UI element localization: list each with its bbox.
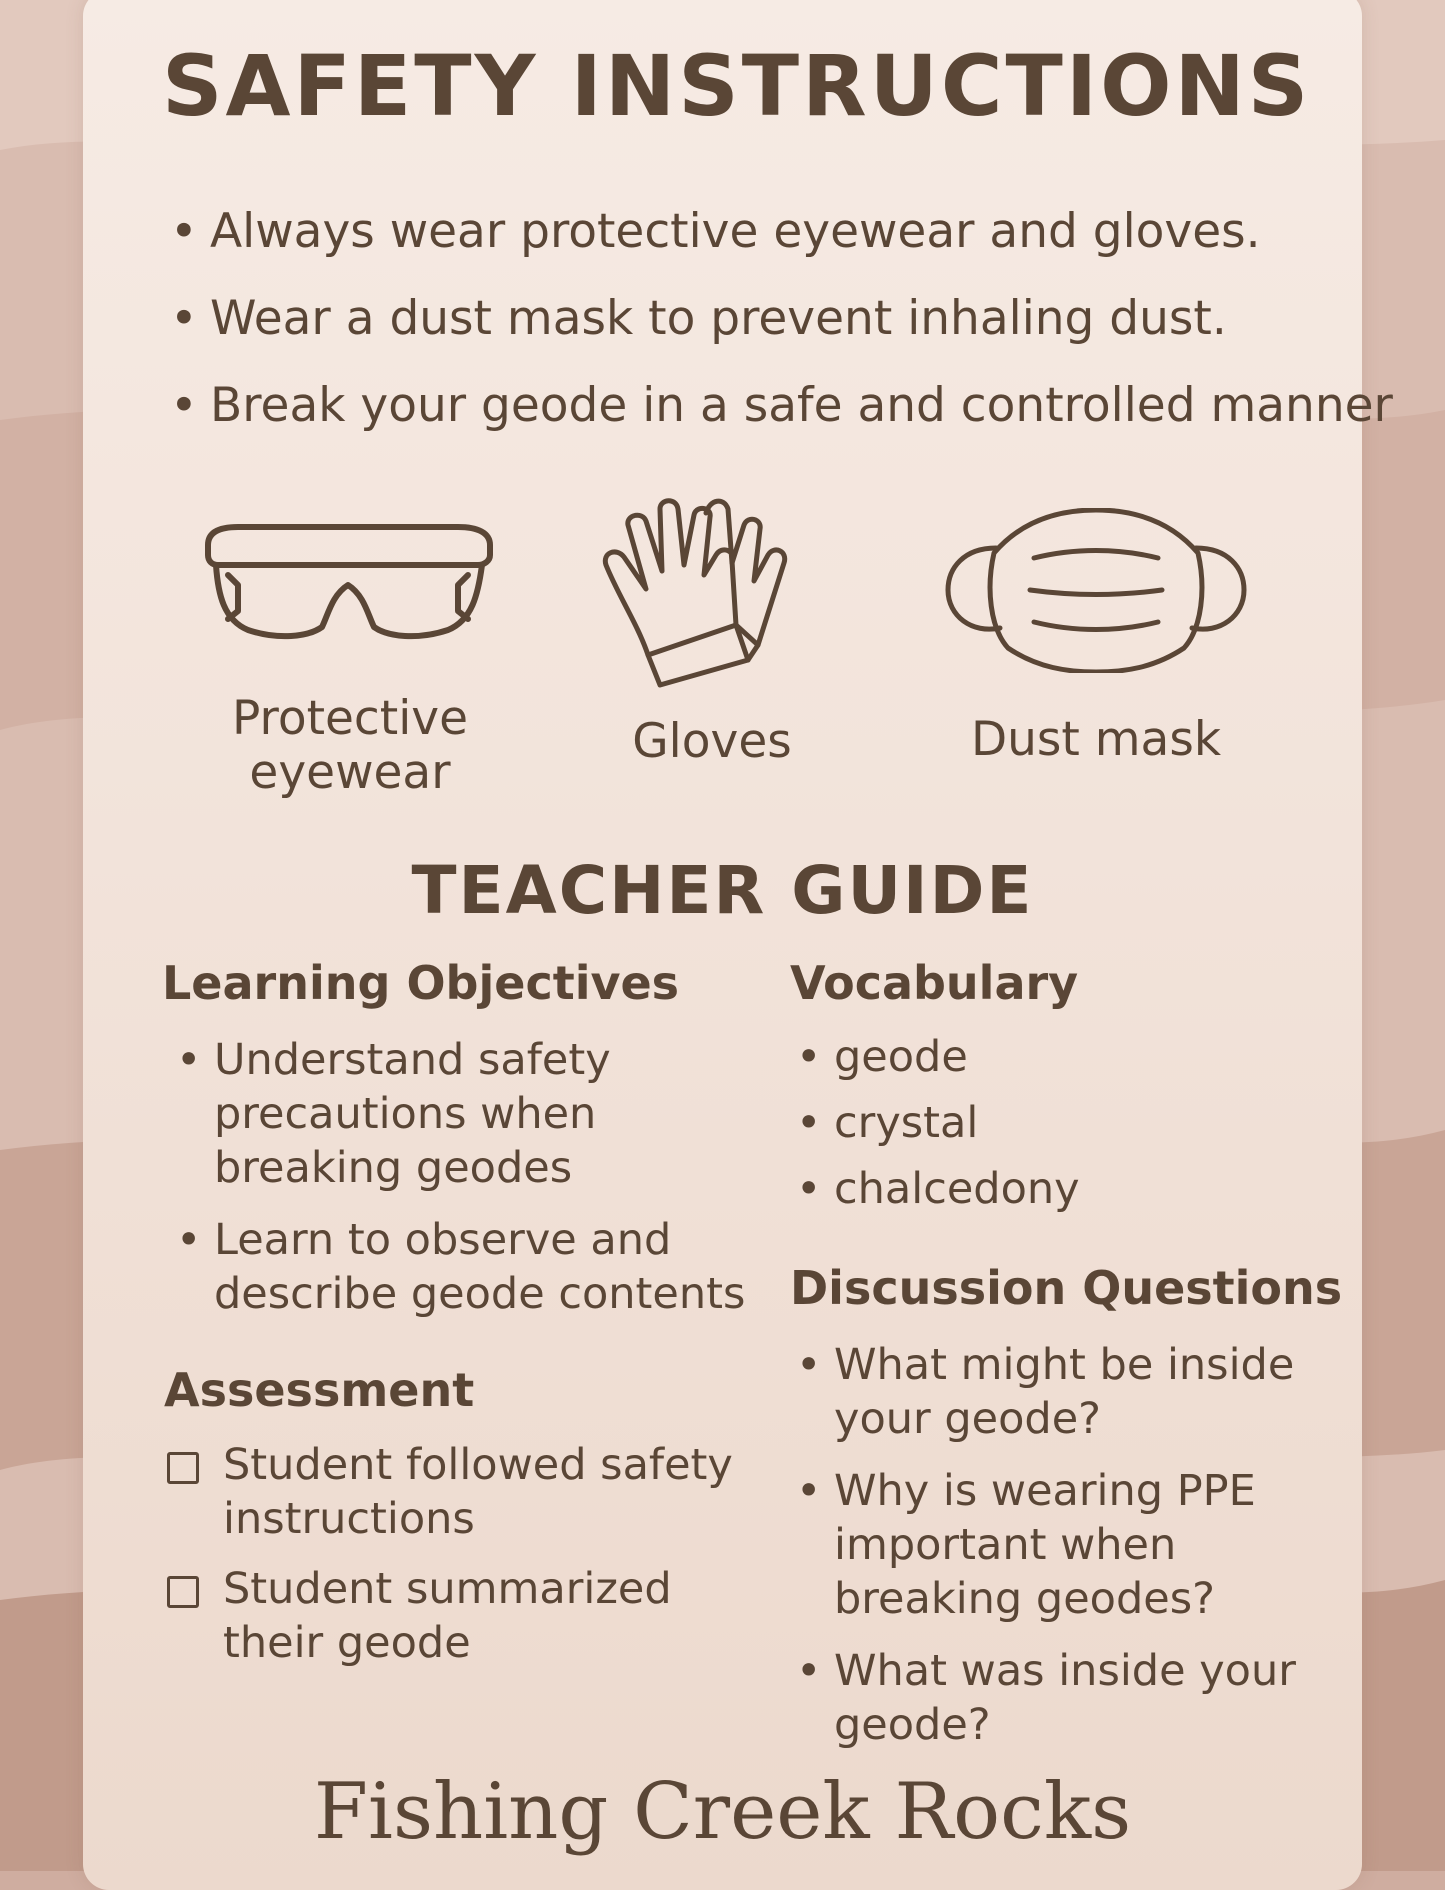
safety-bullet: • Always wear protective eyewear and gloves. — [170, 188, 1350, 275]
list-item: • crystal — [792, 1096, 1312, 1150]
list-item: • chalcedony — [792, 1162, 1312, 1216]
checklist-item-label: Student summarized their geode — [223, 1564, 672, 1668]
gloves-label: Gloves — [632, 714, 792, 769]
list-item: • Understand safety precautions when breaking geodes — [172, 1033, 752, 1195]
checklist-item[interactable] — [165, 1438, 755, 1546]
checklist-item[interactable] — [165, 1562, 755, 1670]
list-item: • geode — [792, 1030, 1312, 1084]
learning-objectives-heading: Learning Objectives — [162, 956, 680, 1010]
safety-bullet: • Break your geode in a safe and controlled manner — [170, 362, 1350, 449]
discussion-heading: Discussion Questions — [790, 1261, 1343, 1315]
footer-brand: Fishing Creek Rocks — [313, 1767, 1132, 1857]
safety-bullet: • Wear a dust mask to prevent inhaling dust. — [170, 275, 1350, 362]
teacher-guide-title: TEACHER GUIDE — [411, 852, 1034, 929]
safety-title: SAFETY INSTRUCTIONS — [162, 37, 1312, 135]
vocabulary-heading: Vocabulary — [790, 956, 1079, 1010]
eyewear-label: Protective eyewear — [232, 691, 468, 800]
assessment-heading: Assessment — [164, 1363, 475, 1417]
discussion-list — [792, 1338, 1312, 1770]
checklist-item-label: Student followed safety instructions — [223, 1440, 733, 1544]
assessment-checklist — [165, 1438, 755, 1686]
checkbox[interactable] — [167, 1576, 199, 1608]
dust-mask-icon — [944, 508, 1248, 673]
safety-bullets — [170, 188, 1393, 449]
vocabulary-list — [792, 1030, 1312, 1228]
list-item: • Why is wearing PPE important when breaking geodes? — [792, 1464, 1312, 1626]
checkbox[interactable] — [167, 1452, 199, 1484]
gloves-icon — [598, 485, 798, 700]
dust-mask-label: Dust mask — [970, 712, 1222, 767]
goggles-icon — [198, 515, 498, 655]
learning-objectives-list — [172, 1033, 752, 1339]
list-item: • What was inside your geode? — [792, 1644, 1312, 1752]
list-item: • What might be inside your geode? — [792, 1338, 1312, 1446]
list-item: • Learn to observe and describe geode contents — [172, 1213, 752, 1321]
